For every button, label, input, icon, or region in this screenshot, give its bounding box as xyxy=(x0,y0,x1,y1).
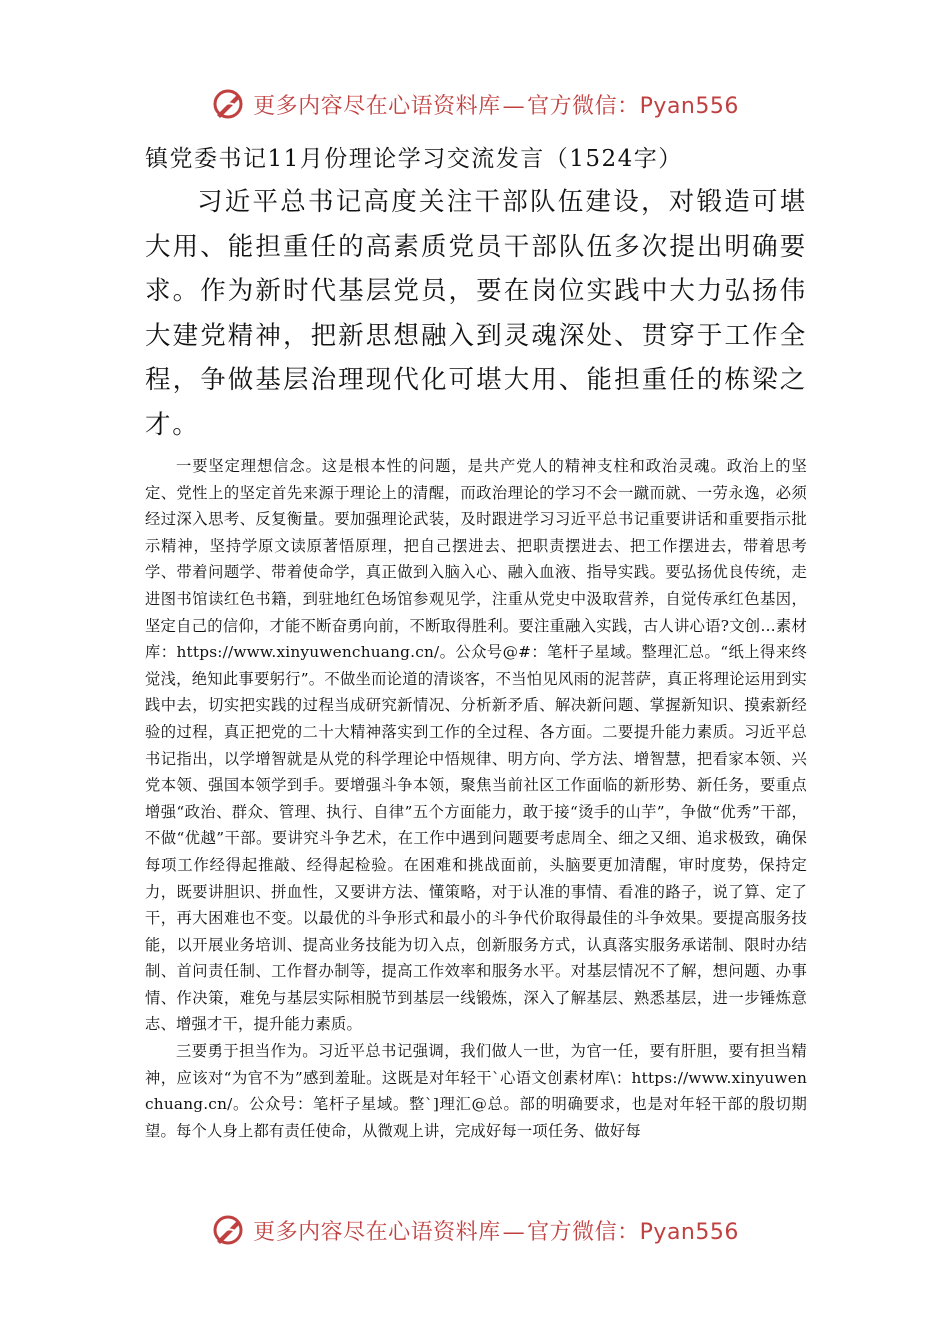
banner-handle: Pyan556 xyxy=(639,93,739,119)
banner-separator: — xyxy=(502,93,526,119)
banner-separator: — xyxy=(502,1219,526,1245)
watermark-banner-bottom xyxy=(0,1210,950,1250)
intro-paragraph: 习近平总书记高度关注干部队伍建设，对锻造可堪大用、能担重任的高素质党员干部队伍多次提出明确要求。作为新时代基层党员，要在岗位实践中大力弘扬伟大建党精神，把新思想融入到灵魂深处、贯穿于工作全程，争做基层治理现代化可堪大用、能担重任的栋梁之才。 xyxy=(145,187,807,440)
banner-main-text: 更多内容尽在心语资料库 xyxy=(253,93,501,119)
banner-suffix: 官方微信： xyxy=(527,1219,640,1245)
banner-main-text: 更多内容尽在心语资料库 xyxy=(253,1219,501,1245)
document-body xyxy=(145,140,807,1144)
document-title: 镇党委书记11月份理论学习交流发言（1524字） xyxy=(145,146,683,172)
body-paragraph-2: 三要勇于担当作为。习近平总书记强调，我们做人一世，为官一任，要有肝胆，要有担当精神，应该对“为官不为”感到羞耻。这既是对年轻干`心语文创素材库\：https://www.xinyuwenchuang.cn/。公众号：笔杆子星域。整`]理汇@总。部的明确要求，也是对年轻干部的殷切期望。每个人身上都有责任使命，从微观上讲，完成好每一项任务、做好每 xyxy=(145,1042,807,1140)
watermark-banner-top xyxy=(0,84,950,124)
banner-text xyxy=(253,1215,739,1246)
brush-logo-icon xyxy=(211,87,245,121)
banner-text xyxy=(253,89,739,120)
banner-handle: Pyan556 xyxy=(639,1219,739,1245)
body-paragraph-1: 一要坚定理想信念。这是根本性的问题，是共产党人的精神支柱和政治灵魂。政治上的坚定、党性上的坚定首先来源于理论上的清醒，而政治理论的学习不会一蹴而就、一劳永逸，必须经过深入思考、反复衡量。要加强理论武装，及时跟进学习习近平总书记重要讲话和重要指示批示精神，坚持学原文读原著悟原理，把自己摆进去、把职责摆进去、把工作摆进去，带着思考学、带着问题学、带着使命学，真正做到入脑入心、融入血液、指导实践。要弘扬优良传统，走进图书馆读红色书籍，到驻地红色场馆参观见学，注重从党史中汲取营养，自觉传承红色基因，坚定自己的信仰，才能不断奋勇向前，不断取得胜利。要注重融入实践，古人讲心语?文创…素材库：https://www.xinyuwenchuang.cn/。公众号@#：笔杆子星域。整理汇总。“纸上得来终觉浅，绝知此事要躬行”。不做坐而论道的清谈客，不当怕见风雨的泥菩萨，真正将理论运用到实践中去，切实把实践的过程当成研究新情况、分析新矛盾、解决新问题、掌握新知识、摸索新经验的过程，真正把党的二十大精神落实到工作的全过程、各方面。二要提升能力素质。习近平总书记指出，以学增智就是从党的科学理论中悟规律、明方向、学方法、增智慧，把看家本领、兴党本领、强国本领学到手。要增强斗争本领，聚焦当前社区工作面临的新形势、新任务，要重点增强“政治、群众、管理、执行、自律”五个方面能力，敢于接“烫手的山芋”，争做“优秀”干部，不做“优越”干部。要讲究斗争艺术，在工作中遇到问题要考虑周全、细之又细、追求极致，确保每项工作经得起推敲、经得起检验。在困难和挑战面前，头脑要更加清醒，审时度势，保持定力，既要讲胆识、拼血性，又要讲方法、懂策略，对于认准的事情、看准的路子，说了算、定了干，再大困难也不变。以最优的斗争形式和最小的斗争代价取得最佳的斗争效果。要提高服务技能，以开展业务培训、提高业务技能为切入点，创新服务方式，认真落实服务承诺制、限时办结制、首问责任制、工作督办制等，提高工作效率和服务水平。对基层情况不了解，想问题、办事情、作决策，难免与基层实际相脱节到基层一线锻炼，深入了解基层、熟悉基层，进一步锤炼意志、增强才干，提升能力素质。 xyxy=(145,457,807,1034)
brush-logo-icon xyxy=(211,1213,245,1247)
banner-suffix: 官方微信： xyxy=(527,93,640,119)
